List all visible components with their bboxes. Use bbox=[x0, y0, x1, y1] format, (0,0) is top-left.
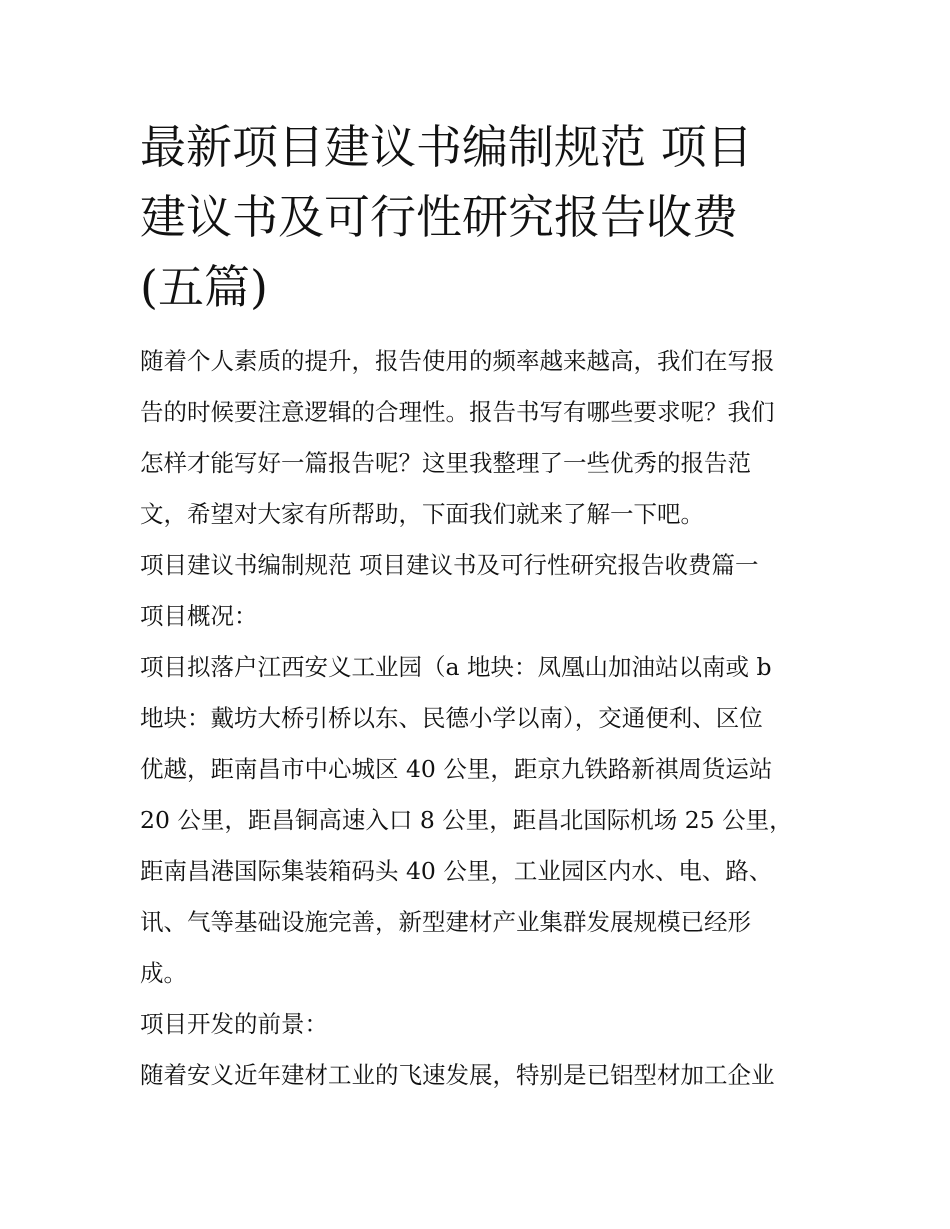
overview-paragraph-line: 成。 bbox=[140, 959, 187, 987]
overview-paragraph-line: 20 公里，距昌铜高速入口 8 公里，距昌北国际机场 25 公里， bbox=[140, 806, 793, 834]
intro-paragraph-line: 随着个人素质的提升，报告使用的频率越来越高，我们在写报 bbox=[140, 347, 775, 375]
overview-paragraph-line: 项目拟落户江西安义工业园（a 地块：凤凰山加油站以南或 b bbox=[140, 653, 772, 681]
overview-paragraph-line: 距南昌港国际集装箱码头 40 公里，工业园区内水、电、路、 bbox=[140, 857, 773, 885]
prospects-paragraph-line: 随着安义近年建材工业的飞速发展，特别是已铝型材加工企业 bbox=[140, 1061, 775, 1089]
title-line: (五篇) bbox=[140, 260, 268, 314]
intro-paragraph-line: 告的时候要注意逻辑的合理性。报告书写有哪些要求呢？我们 bbox=[140, 398, 775, 426]
overview-paragraph-line: 优越，距南昌市中心城区 40 公里，距京九铁路新祺周货运站 bbox=[140, 755, 773, 783]
overview-paragraph-line: 地块：戴坊大桥引桥以东、民德小学以南），交通便利、区位 bbox=[140, 704, 763, 732]
document-title bbox=[140, 112, 815, 322]
subheading-development-prospects: 项目开发的前景： bbox=[140, 1010, 328, 1038]
document-content bbox=[140, 112, 815, 1101]
title-line: 最新项目建议书编制规范 项目 bbox=[140, 120, 753, 174]
document-body bbox=[140, 336, 815, 1101]
overview-paragraph-line: 讯、气等基础设施完善，新型建材产业集群发展规模已经形 bbox=[140, 908, 751, 936]
intro-paragraph-line: 文，希望对大家有所帮助，下面我们就来了解一下吧。 bbox=[140, 500, 704, 528]
title-line: 建议书及可行性研究报告收费 bbox=[140, 190, 738, 244]
intro-paragraph-line: 怎样才能写好一篇报告呢？这里我整理了一些优秀的报告范 bbox=[140, 449, 751, 477]
subheading-project-overview: 项目概况： bbox=[140, 602, 258, 630]
section-heading: 项目建议书编制规范 项目建议书及可行性研究报告收费篇一 bbox=[140, 551, 759, 579]
